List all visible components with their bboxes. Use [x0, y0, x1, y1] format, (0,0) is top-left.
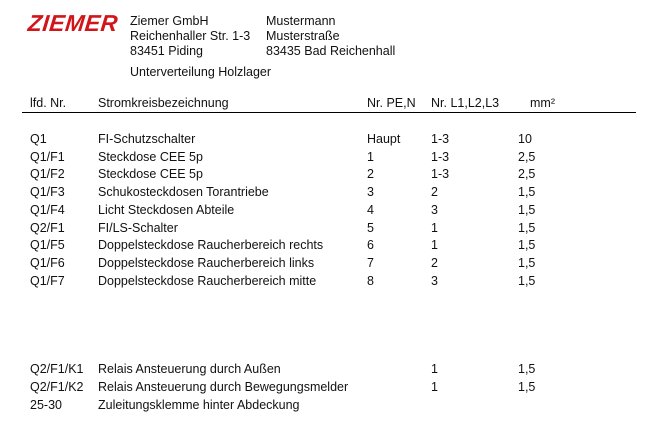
sender-city: 83451 Piding	[130, 44, 203, 58]
cell-nr: Q2/F1/K2	[30, 380, 84, 394]
cell-mm: 1,5	[518, 238, 536, 252]
cell-l: 1	[431, 380, 438, 394]
cell-nr: Q1/F1	[30, 150, 65, 164]
cell-pen: 7	[367, 256, 374, 270]
cell-pen: 4	[367, 203, 374, 217]
cell-l: 3	[431, 203, 438, 217]
cell-pen: 1	[367, 150, 374, 164]
cell-name: FI-Schutzschalter	[98, 132, 196, 146]
cell-l: 3	[431, 274, 438, 288]
recipient-address	[266, 14, 395, 59]
cell-l: 2	[431, 185, 438, 199]
table-row	[0, 256, 650, 274]
cell-l: 2	[431, 256, 438, 270]
cell-mm: 1,5	[518, 256, 536, 270]
table-row	[0, 221, 650, 239]
cell-mm: 2,5	[518, 167, 536, 181]
cell-l: 1	[431, 362, 438, 376]
table-row	[0, 274, 650, 292]
cell-mm: 1,5	[518, 203, 536, 217]
cell-pen: 3	[367, 185, 374, 199]
cell-name: Doppelsteckdose Raucherbereich links	[98, 256, 315, 270]
cell-nr: Q1/F4	[30, 203, 65, 217]
cell-nr: Q1/F7	[30, 274, 65, 288]
cell-pen: 8	[367, 274, 374, 288]
cell-name: Relais Ansteuerung durch Bewegungsmelder	[98, 380, 349, 394]
cell-pen: Haupt	[367, 132, 401, 146]
sender-name: Ziemer GmbH	[130, 14, 209, 28]
table-header	[22, 95, 636, 113]
cell-nr: Q1	[30, 132, 47, 146]
cell-nr: Q1/F3	[30, 185, 65, 199]
table-row	[0, 167, 650, 185]
cell-name: Doppelsteckdose Raucherbereich mitte	[98, 274, 317, 288]
cell-nr: Q2/F1	[30, 221, 65, 235]
cell-name: Relais Ansteuerung durch Außen	[98, 362, 281, 376]
ziemer-logo: ZIEMER	[26, 10, 120, 36]
cell-l: 1	[431, 221, 438, 235]
header-l1-l2-l3: Nr. L1,L2,L3	[431, 96, 500, 110]
table-row	[0, 380, 650, 398]
cell-nr: 25-30	[30, 398, 62, 412]
table-row	[0, 185, 650, 203]
cell-mm: 10	[518, 132, 532, 146]
cell-mm: 1,5	[518, 362, 536, 376]
cell-name: Schukosteckdosen Torantriebe	[98, 185, 269, 199]
header-mm2: mm²	[530, 96, 555, 110]
cell-mm: 1,5	[518, 380, 536, 394]
cell-mm: 1,5	[518, 185, 536, 199]
cell-pen: 6	[367, 238, 374, 252]
table-row	[0, 362, 650, 380]
recipient-name: Mustermann	[266, 14, 336, 28]
cell-mm: 2,5	[518, 150, 536, 164]
table-row	[0, 132, 650, 150]
cell-nr: Q2/F1/K1	[30, 362, 84, 376]
table-row	[0, 150, 650, 168]
cell-name: Zuleitungsklemme hinter Abdeckung	[98, 398, 300, 412]
cell-l: 1-3	[431, 167, 450, 181]
cell-nr: Q1/F6	[30, 256, 65, 270]
cell-mm: 1,5	[518, 221, 536, 235]
cell-nr: Q1/F2	[30, 167, 65, 181]
header-pe-n: Nr. PE,N	[367, 96, 416, 110]
document-subject: Unterverteilung Holzlager	[130, 65, 272, 79]
table-row	[0, 238, 650, 256]
cell-name: Steckdose CEE 5p	[98, 150, 203, 164]
table-row	[0, 398, 650, 416]
cell-pen: 5	[367, 221, 374, 235]
cell-name: FI/LS-Schalter	[98, 221, 178, 235]
cell-name: Doppelsteckdose Raucherbereich rechts	[98, 238, 324, 252]
header-lfd-nr: lfd. Nr.	[30, 96, 67, 110]
cell-l: 1-3	[431, 150, 450, 164]
cell-l: 1	[431, 238, 438, 252]
table-row	[0, 203, 650, 221]
cell-l: 1-3	[431, 132, 450, 146]
cell-nr: Q1/F5	[30, 238, 65, 252]
sender-address	[130, 14, 250, 59]
cell-mm: 1,5	[518, 274, 536, 288]
cell-name: Licht Steckdosen Abteile	[98, 203, 235, 217]
sender-street: Reichenhaller Str. 1-3	[130, 29, 251, 43]
header-stromkreis: Stromkreisbezeichnung	[98, 96, 229, 110]
cell-pen: 2	[367, 167, 374, 181]
recipient-street: Musterstraße	[266, 29, 340, 43]
recipient-city: 83435 Bad Reichenhall	[266, 44, 396, 58]
cell-name: Steckdose CEE 5p	[98, 167, 203, 181]
